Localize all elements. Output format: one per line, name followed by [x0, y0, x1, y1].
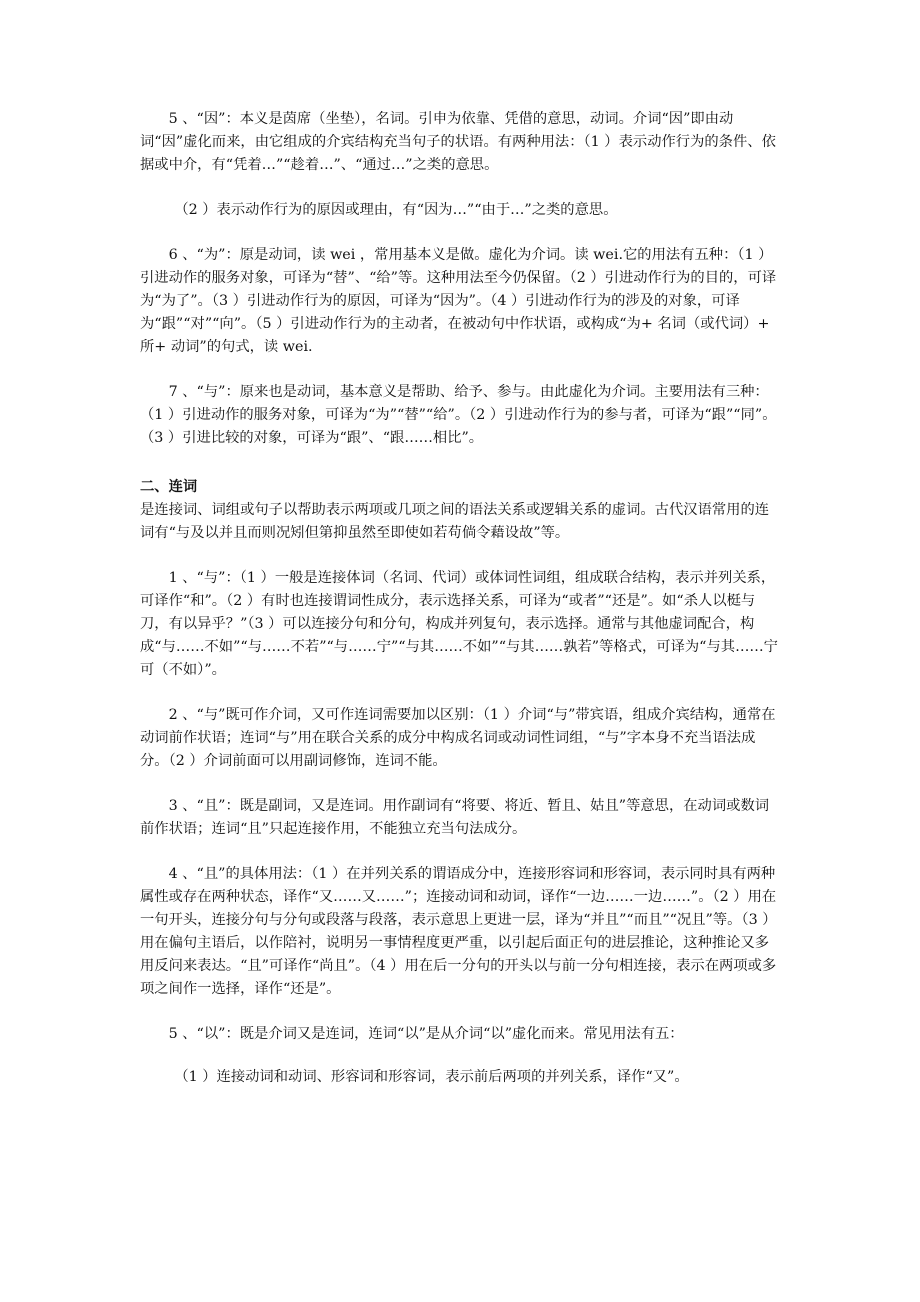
paragraph-yu-preposition: 7 、“与”：原来也是动词，基本意义是帮助、给予、参与。由此虚化为介词。主要用法有三种：（1 ）引进动作的服务对象，可译为“为”“替”“给”。（2 ）引进动作行为的参与者，可译为“跟”“同”。（3 ）引进比较的对象，可译为“跟”、“跟……相比”。: [140, 384, 777, 446]
paragraph-yin-usage-2: （2 ）表示动作行为的原因或理由，有“因为…”“由于…”之类的意思。: [174, 202, 618, 218]
paragraph-conjunction-intro: 是连接词、词组或句子以帮助表示两项或几项之间的语法关系或逻辑关系的虚词。古代汉语常用的连词有“与及以并且而则况矧但第抑虽然至即使如若苟倘令藉设故”等。: [140, 502, 770, 541]
paragraph-yu-distinction: 2 、“与”既可作介词，又可作连词需要加以区别：（1 ）介词“与”带宾语，组成介宾结构，通常在动词前作状语；连词“与”用在联合关系的成分中构成名词或动词性词组，“与”字本身不充当语法成分。（2 ）介词前面可以用副词修饰，连词不能。: [140, 707, 776, 769]
paragraph-yi: 5 、“以”：既是介词又是连词，连词“以”是从介词“以”虚化而来。常见用法有五：: [168, 1026, 684, 1042]
paragraph-yu-conjunction: 1 、“与”：（1 ）一般是连接体词（名词、代词）或体词性词组，组成联合结构，表示并列关系，可译作“和”。（2 ）有时也连接谓词性成分，表示选择关系，可译为“或者”“还是”。如“杀人以梃与刀，有以异乎？”（3 ）可以连接分句和分句，构成并列复句，表示选择。通常与其他虚词配合，构成“与……不如”“与……不若”“与……宁”“与其……不如”“与其……孰若”等格式，可译为“与其……宁可（不如）”。: [140, 570, 778, 678]
paragraph-wei: 6 、“为”：原是动词，读 wei ，常用基本义是做。虚化为介词。读 wei.它的用法有五种：（1 ）引进动作的服务对象，可译为“替”、“给”等。这种用法至今仍保留。（2 ）引进动作行为的目的，可译为“为了”。（3 ）引进动作行为的原因，可译为“因为”。（4 ）引进动作行为的涉及的对象，可译为“跟”“对”“向”。（5 ）引进动作行为的主动者，在被动句中作状语，或构成“为+ 名词（或代词）+ 所+ 动词”的句式，读 wei.: [140, 247, 777, 355]
paragraph-yi-usage-1: （1 ）连接动词和动词、形容词和形容词，表示前后两项的并列关系，译作“又”。: [174, 1069, 689, 1085]
paragraph-yin: 5 、“因”：本义是茵席（坐垫），名词。引申为依靠、凭借的意思，动词。介词“因”即由动词“因”虚化而来，由它组成的介宾结构充当句子的状语。有两种用法：（1 ）表示动作行为的条件、依据或中介，有“凭着…”“趁着…”、“通过…”之类的意思。: [140, 111, 776, 173]
section-heading-conjunctions: 二、连词: [140, 479, 198, 495]
document-page: [140, 108, 780, 1089]
paragraph-qie: 3 、“且”：既是副词，又是连词。用作副词有“将要、将近、暂且、姑且”等意思，在动词或数词前作状语；连词“且”只起连接作用，不能独立充当句法成分。: [140, 798, 770, 837]
paragraph-qie-usage: 4 、“且”的具体用法：（1 ）在并列关系的谓语成分中，连接形容词和形容词，表示同时具有两种属性或存在两种状态，译作“又……又……”；连接动词和动词，译作“一边……一边……”。（2 ）用在一句开头，连接分句与分句或段落与段落，表示意思上更进一层，译为“并且”“而且”“况且”等。（3 ）用在偏句主语后，以作陪衬，说明另一事情程度更严重，以引起后面正句的进层推论，这种推论又多用反问来表达。“且”可译作“尚且”。（4 ）用在后一分句的开头以与前一分句相连接，表示在两项或多项之间作一选择，译作“还是”。: [140, 866, 777, 997]
